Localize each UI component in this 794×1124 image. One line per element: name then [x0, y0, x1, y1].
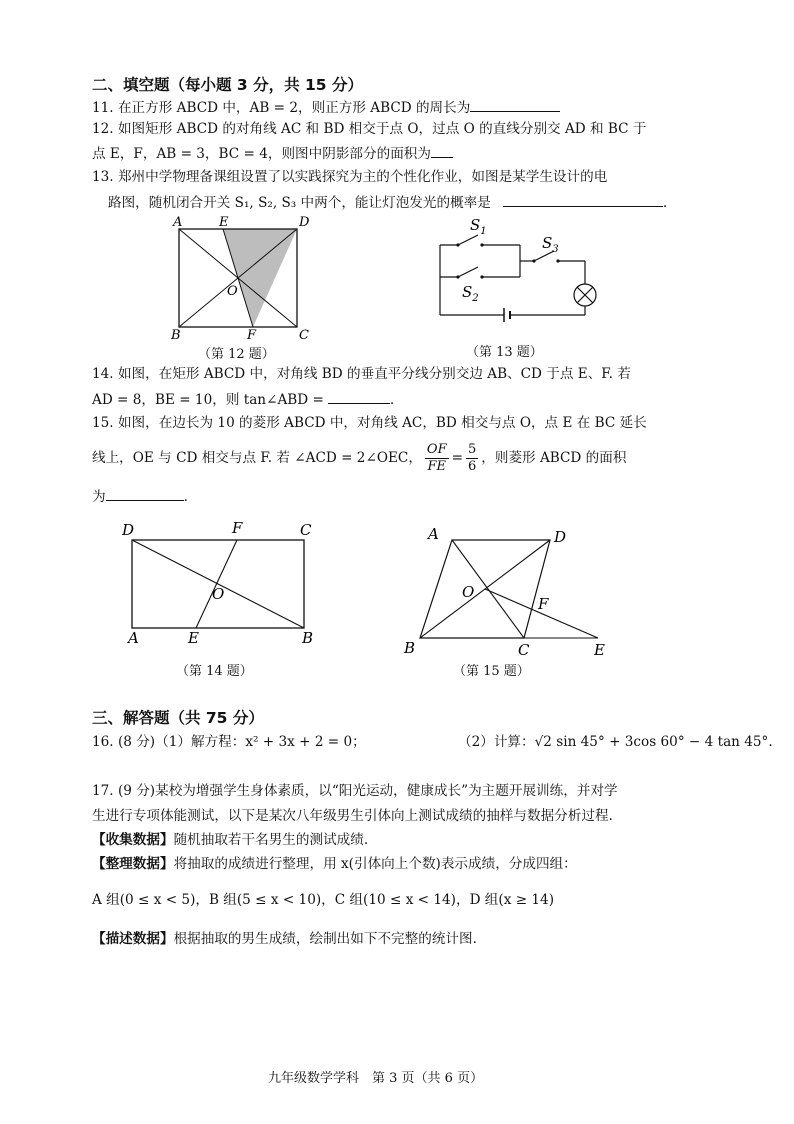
question-13-text: 路图，随机闭合开关 S₁, S₂, S₃ 中两个，能让灯泡发光的概率是: [108, 195, 491, 211]
label-e: E: [594, 641, 605, 659]
figure-13-circuit: [430, 215, 605, 333]
label-f: F: [247, 328, 257, 343]
question-13-line2: [108, 192, 667, 212]
label-c: C: [300, 521, 312, 539]
label-f: F: [538, 595, 549, 613]
question-16-part2: （2）计算：√2 sin 45° + 3cos 60° − 4 tan 45°.: [458, 734, 773, 750]
question-15-text-b: ，则菱形 ABCD 的面积: [481, 450, 627, 466]
question-12-line1: 12. 如图矩形 ABCD 的对角线 AC 和 BD 相交于点 O，过点 O 的直线分别交 AD 和 BC 于: [92, 121, 647, 137]
answer-blank-15[interactable]: [106, 486, 184, 501]
figure-15: [392, 515, 622, 660]
fraction-5-6: $\frac{5}{6}$: [468, 442, 477, 474]
question-13-line1: 13. 郑州中学物理备课组设置了以实践探究为主的个性化作业，如图是某学生设计的电: [92, 169, 608, 185]
collect-data-tag: 【收集数据】: [92, 832, 174, 848]
label-s2: $S_2$: [462, 283, 479, 304]
organize-data-text: 将抽取的成绩进行整理，用 x(引体向上个数)表示成绩，分成四组：: [173, 856, 577, 872]
question-17-line2: 生进行专项体能测试，以下是某次八年级男生引体向上测试成绩的抽样与数据分析过程.: [92, 808, 613, 824]
equals-sign: =: [451, 450, 463, 466]
figure-14: [112, 515, 327, 650]
organize-data: [92, 855, 577, 873]
switch-s1-blade: [458, 235, 478, 245]
label-d: D: [122, 521, 135, 539]
answer-blank-11[interactable]: [470, 97, 560, 112]
question-15-line3: [92, 486, 188, 506]
figure-12-caption: （第 12 题）: [198, 347, 275, 362]
label-e: E: [188, 629, 199, 647]
organize-data-tag: 【整理数据】: [92, 856, 174, 872]
section-title-answer: 三、解答题（共 75 分）: [92, 709, 264, 727]
label-d: D: [299, 215, 310, 230]
question-14-line1: 14. 如图，在矩形 ABCD 中，对角线 BD 的垂直平分线分别交边 AB、CD 于点 E、F. 若: [92, 366, 631, 382]
question-15-period: .: [183, 489, 188, 505]
question-12-text: 点 E，F，AB = 3，BC = 4，则图中阴影部分的面积为: [92, 146, 431, 162]
question-17-line1: 17. (9 分)某校为增强学生身体素质，以“阳光运动，健康成长”为主题开展训练，并对学: [92, 783, 618, 799]
question-14-text: AD = 8，BE = 10，则 tan∠ABD =: [92, 392, 324, 408]
shaded-region-top: [223, 229, 297, 327]
collect-data: [92, 831, 368, 849]
question-15-text-a: 线上，OE 与 CD 相交与点 F. 若 ∠ACD = 2∠OEC，: [92, 450, 422, 466]
describe-data-tag: 【描述数据】: [92, 931, 174, 947]
question-11-text: 11. 在正方形 ABCD 中，AB = 2，则正方形 ABCD 的周长为: [92, 100, 471, 116]
label-a: A: [173, 215, 183, 230]
label-f: F: [232, 519, 243, 537]
question-15-line1: 15. 如图，在边长为 10 的菱形 ABCD 中，对角线 AC，BD 相交与点 O，点 E 在 BC 延长: [92, 415, 647, 431]
figure-14-caption: （第 14 题）: [176, 664, 253, 679]
group-definitions: A 组(0 ≤ x < 5)，B 组(5 ≤ x < 10)，C 组(10 ≤ x < 14)，D 组(x ≥ 14): [92, 892, 555, 908]
question-12-line2: [92, 143, 453, 163]
question-14-line2: [92, 389, 394, 409]
answer-blank-13[interactable]: [503, 192, 663, 207]
switch-s3-blade: [534, 251, 554, 261]
label-a: A: [428, 525, 439, 543]
section-title-fill-in: 二、填空题（每小题 3 分，共 15 分）: [92, 76, 363, 94]
question-16-part1: 16. (8 分)（1）解方程：x² + 3x + 2 = 0；: [92, 734, 366, 750]
label-o: O: [227, 284, 238, 299]
answer-blank-14[interactable]: [328, 389, 390, 404]
label-c: C: [299, 328, 309, 343]
fraction-of-fe: $\frac{OF}{FE}$: [426, 442, 447, 474]
answer-blank-12[interactable]: [431, 143, 453, 158]
question-13-period: .: [662, 195, 668, 211]
label-a: A: [128, 629, 139, 647]
question-15-line2: [92, 442, 626, 475]
question-15-text-c: 为: [92, 489, 106, 505]
figure-12: [165, 215, 325, 345]
describe-data: [92, 930, 477, 948]
switch-s2-blade: [458, 267, 478, 277]
label-o: O: [462, 583, 475, 601]
label-o: O: [212, 585, 225, 603]
question-11: [92, 97, 560, 117]
label-s1: $S_1$: [470, 216, 487, 237]
figure-15-caption: （第 15 题）: [453, 664, 530, 679]
label-e: E: [219, 215, 229, 230]
label-s3: $S_3$: [542, 234, 559, 255]
describe-data-text: 根据抽取的男生成绩，绘制出如下不完整的统计图.: [173, 931, 477, 947]
diagonal-bd: [132, 540, 304, 628]
label-b: B: [404, 639, 416, 657]
collect-data-text: 随机抽取若干名男生的测试成绩.: [173, 832, 369, 848]
label-c: C: [518, 641, 530, 659]
line-ef: [196, 540, 237, 628]
label-b: B: [302, 629, 314, 647]
figure-13-caption: （第 13 题）: [466, 345, 543, 360]
label-d: D: [554, 528, 567, 546]
page-footer: 九年级数学学科 第 3 页（共 6 页）: [268, 1071, 484, 1086]
question-14-period: .: [389, 392, 395, 408]
label-b: B: [171, 328, 181, 343]
